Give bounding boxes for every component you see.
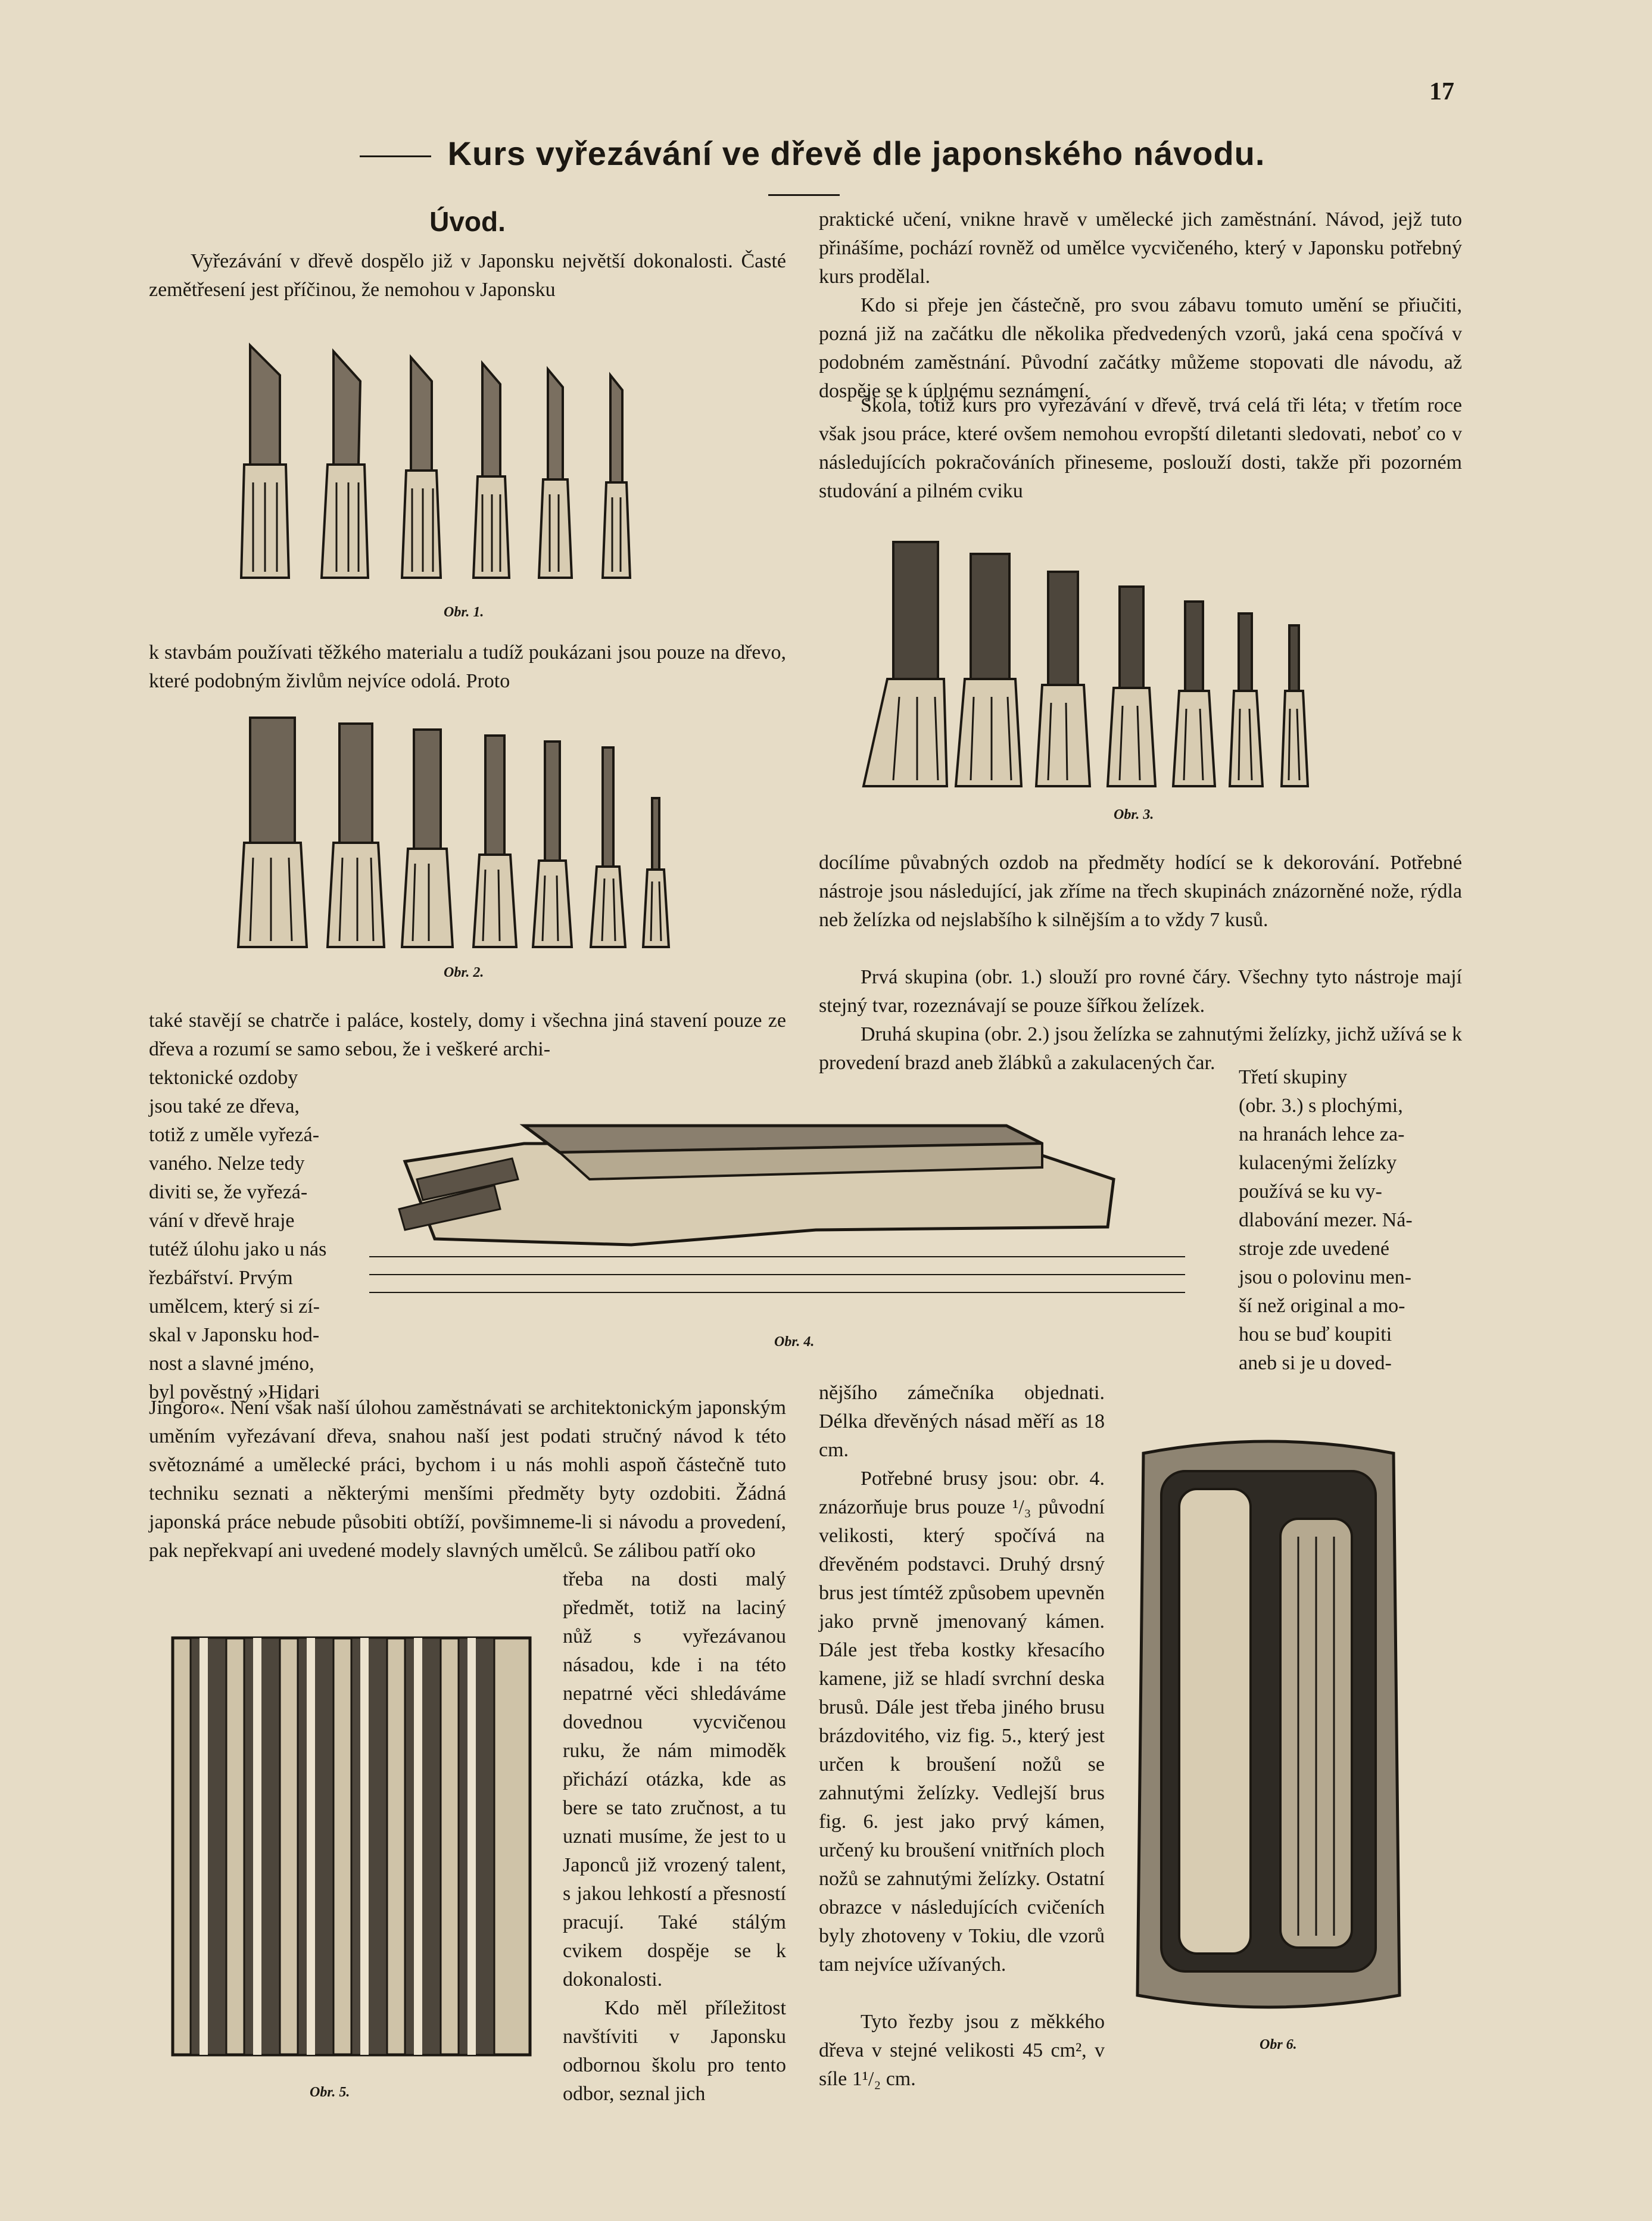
right-paragraph-4: docílíme půvabných ozdob na předměty hodící se k dekorování. Potřebné nástroje jsou následující, jak zříme na třech skupinách znázorněné nože, rýdla neb želízka od nejslabšího k silnějším a to vždy 7 kusů. <box>819 852 1462 931</box>
left-paragraph-2: k stavbám používati těžkého materialu a tudíž poukázani jsou pouze na dřevo, které podobným živlům nejvíce odolá. Proto <box>149 641 786 692</box>
left-paragraph-3: také stavějí se chatrče i paláce, kostely, domy i všechna jiná stavení pouze ze dřeva a rozumí se samo sebou, že i veškeré archi- <box>149 1010 786 1060</box>
narrow-line: ší než original a mo- <box>1239 1295 1405 1317</box>
right-paragraph-2: Kdo si přeje jen částečně, pro svou zábavu tomuto umění se přiučiti, pozná již na začátku dle několika předvedených vzorů, jaká cena spočívá v podobném zaměstnání. Původní začátky můžeme stopovati dle návodu, až dospěje se k úplnému seznámení. <box>819 294 1462 402</box>
narrow-line: používá se ku vy- <box>1239 1180 1382 1203</box>
narrow-line: vání v dřevě hraje <box>149 1210 295 1232</box>
narrow-line: tektonické ozdoby <box>149 1067 298 1089</box>
figure-5-grooved-stone <box>167 1626 548 2079</box>
narrow-line: (obr. 3.) s plochými, <box>1239 1095 1403 1117</box>
narrow-line: jsou také ze dřeva, <box>149 1095 300 1117</box>
left-paragraph-1: Vyřezávání v dřevě dospělo již v Japonsku největší dokonalosti. Časté zemětřesení jest příčinou, že nemohou v Japonsku <box>149 250 786 301</box>
right-paragraph-8: nějšího zámečníka objednati. Délka dřevěných násad měří as 18 cm. <box>819 1382 1105 1461</box>
figure-4-whetstone <box>363 1102 1191 1310</box>
narrow-line: kulacenými želízky <box>1239 1152 1397 1174</box>
figure-1-caption: Obr. 1. <box>444 605 484 620</box>
intro-heading: Úvod. <box>429 206 506 237</box>
narrow-line: diviti se, že vyřezá- <box>149 1181 308 1203</box>
right-paragraph-3: Škola, totiž kurs pro vyřezávání v dřevě, trvá celá tři léta; v třetím roce však jsou práce, které ovšem nemohou evropští diletanti sledovati, neboť co v následujících pokračováních přineseme, poslouží dosti, takže při pozorném studování a pilném cviku <box>819 394 1462 502</box>
right-paragraph-9: Potřebné brusy jsou: obr. 4. znázorňuje brus pouze ¹/₃ původní velikosti, který spočívá na dřevěném podstavci. Druhý drsný brus jest tímtéž způsobem upevněn jako prvně jmenovaný kámen. Dále jest třeba kostky křesacího kamene, již se hladí svrchní deska brusů. Dále jest třeba jiného brusu brázdovitého, viz fig. 5., který jest určen k broušení nožů se zahnutými želízky. Vedlejší brus fig. 6. jest jako prvý kámen, určený ku broušení vnitřních ploch nožů se zahnutými želízky. Ostatní obrazce v následujících cvičeních byly zhotoveny v Tokiu, dle vzorů tam nejvíce užívaných. <box>819 1468 1105 1976</box>
narrow-line: jsou o polovinu men- <box>1239 1266 1411 1288</box>
title-rule-left <box>360 155 431 157</box>
narrow-line: na hranách lehce za- <box>1239 1123 1405 1145</box>
article-title <box>298 134 1310 211</box>
narrow-line: nost a slavné jméno, <box>149 1353 314 1375</box>
right-paragraph-5: Prvá skupina (obr. 1.) slouží pro rovné čáry. Všechny tyto nástroje mají stejný tvar, rozeznávají se pouze šířkou želízek. <box>819 966 1462 1017</box>
narrow-line: Třetí skupiny <box>1239 1066 1348 1088</box>
figure-6-stone <box>1120 1429 1417 2025</box>
title-rule-right <box>768 194 840 196</box>
narrow-line: dlabování mezer. Ná- <box>1239 1209 1413 1231</box>
figure-5-caption: Obr. 5. <box>310 2085 350 2100</box>
narrow-line: vaného. Nelze tedy <box>149 1152 305 1175</box>
figure-4-caption: Obr. 4. <box>774 1334 815 1350</box>
narrow-line: řezbářství. Prvým <box>149 1267 293 1289</box>
figure-2-gouges <box>223 709 676 959</box>
right-paragraph-10: Tyto řezby jsou z měkkého dřeva v stejné velikosti 45 cm², v síle 1¹/₂ cm. <box>819 2011 1105 2090</box>
figure-3-flat-chisels <box>852 536 1316 798</box>
narrow-line: byl pověstný »Hidari <box>149 1381 320 1403</box>
narrow-line: stroje zde uvedené <box>1239 1238 1389 1260</box>
page-number: 17 <box>1429 78 1454 105</box>
figure-6-caption: Obr 6. <box>1260 2037 1297 2052</box>
narrow-line: aneb si je u doved- <box>1239 1352 1392 1374</box>
right-paragraph-1: praktické učení, vnikne hravě v umělecké jich zaměstnání. Návod, jejž tuto přinášíme, pochází rovněž od umělce vycvičeného, který v Japonsku potřebný kurs prodělal. <box>819 208 1462 288</box>
narrow-line: totiž z uměle vyřezá- <box>149 1124 320 1146</box>
narrow-line: tutéž úlohu jako u nás <box>149 1238 327 1260</box>
left-paragraph-6: Kdo měl příležitost navštíviti v Japonsku odbornou školu pro tento odbor, seznal jich <box>563 1997 786 2105</box>
left-paragraph-5: třeba na dosti malý předmět, totiž na laciný nůž s vyřezávanou násadou, kde i na této nepatrné věci shledáváme dovednou vycvičenou ruku, že nám mimoděk přichází otázka, kde as bere se tato zručnost, a tu uznati musíme, že jest to u Japonců již vrozený talent, s jakou lehkostí a přesností pracují. Také stálým cvikem dospěje se k dokonalosti. <box>563 1568 786 1991</box>
title-text: Kurs vyřezávání ve dřevě dle japonského návodu. <box>447 135 1266 172</box>
narrow-line: skal v Japonsku hod- <box>149 1324 320 1346</box>
narrow-line: umělcem, který si zí- <box>149 1295 320 1317</box>
narrow-line: hou se buď koupiti <box>1239 1323 1392 1345</box>
figure-1-chisels <box>232 339 697 590</box>
figure-3-caption: Obr. 3. <box>1114 807 1154 823</box>
right-paragraph-6: Druhá skupina (obr. 2.) jsou želízka se zahnutými želízky, jichž užívá se k provedení brazd aneb žlábků a zakulacených čar. <box>819 1023 1462 1074</box>
left-paragraph-4: Jingoro«. Není však naší úlohou zaměstnávati se architektonickým japonským uměním vyřezávaní dřeva, snahou naší jest podati stručný návod k této světoznámé a umělecké práci, bychom i u nás mohli aspoň částečně tuto techniku seznati a některými menšími předměty byty ozdobiti. Žádná japonská práce nebude působiti obtíží, povšimneme-li si návodu a provedení, pak nepřekvapí ani uvedené modely slavných umělců. Se zálibou patří oko <box>149 1397 786 1562</box>
figure-2-caption: Obr. 2. <box>444 965 484 980</box>
